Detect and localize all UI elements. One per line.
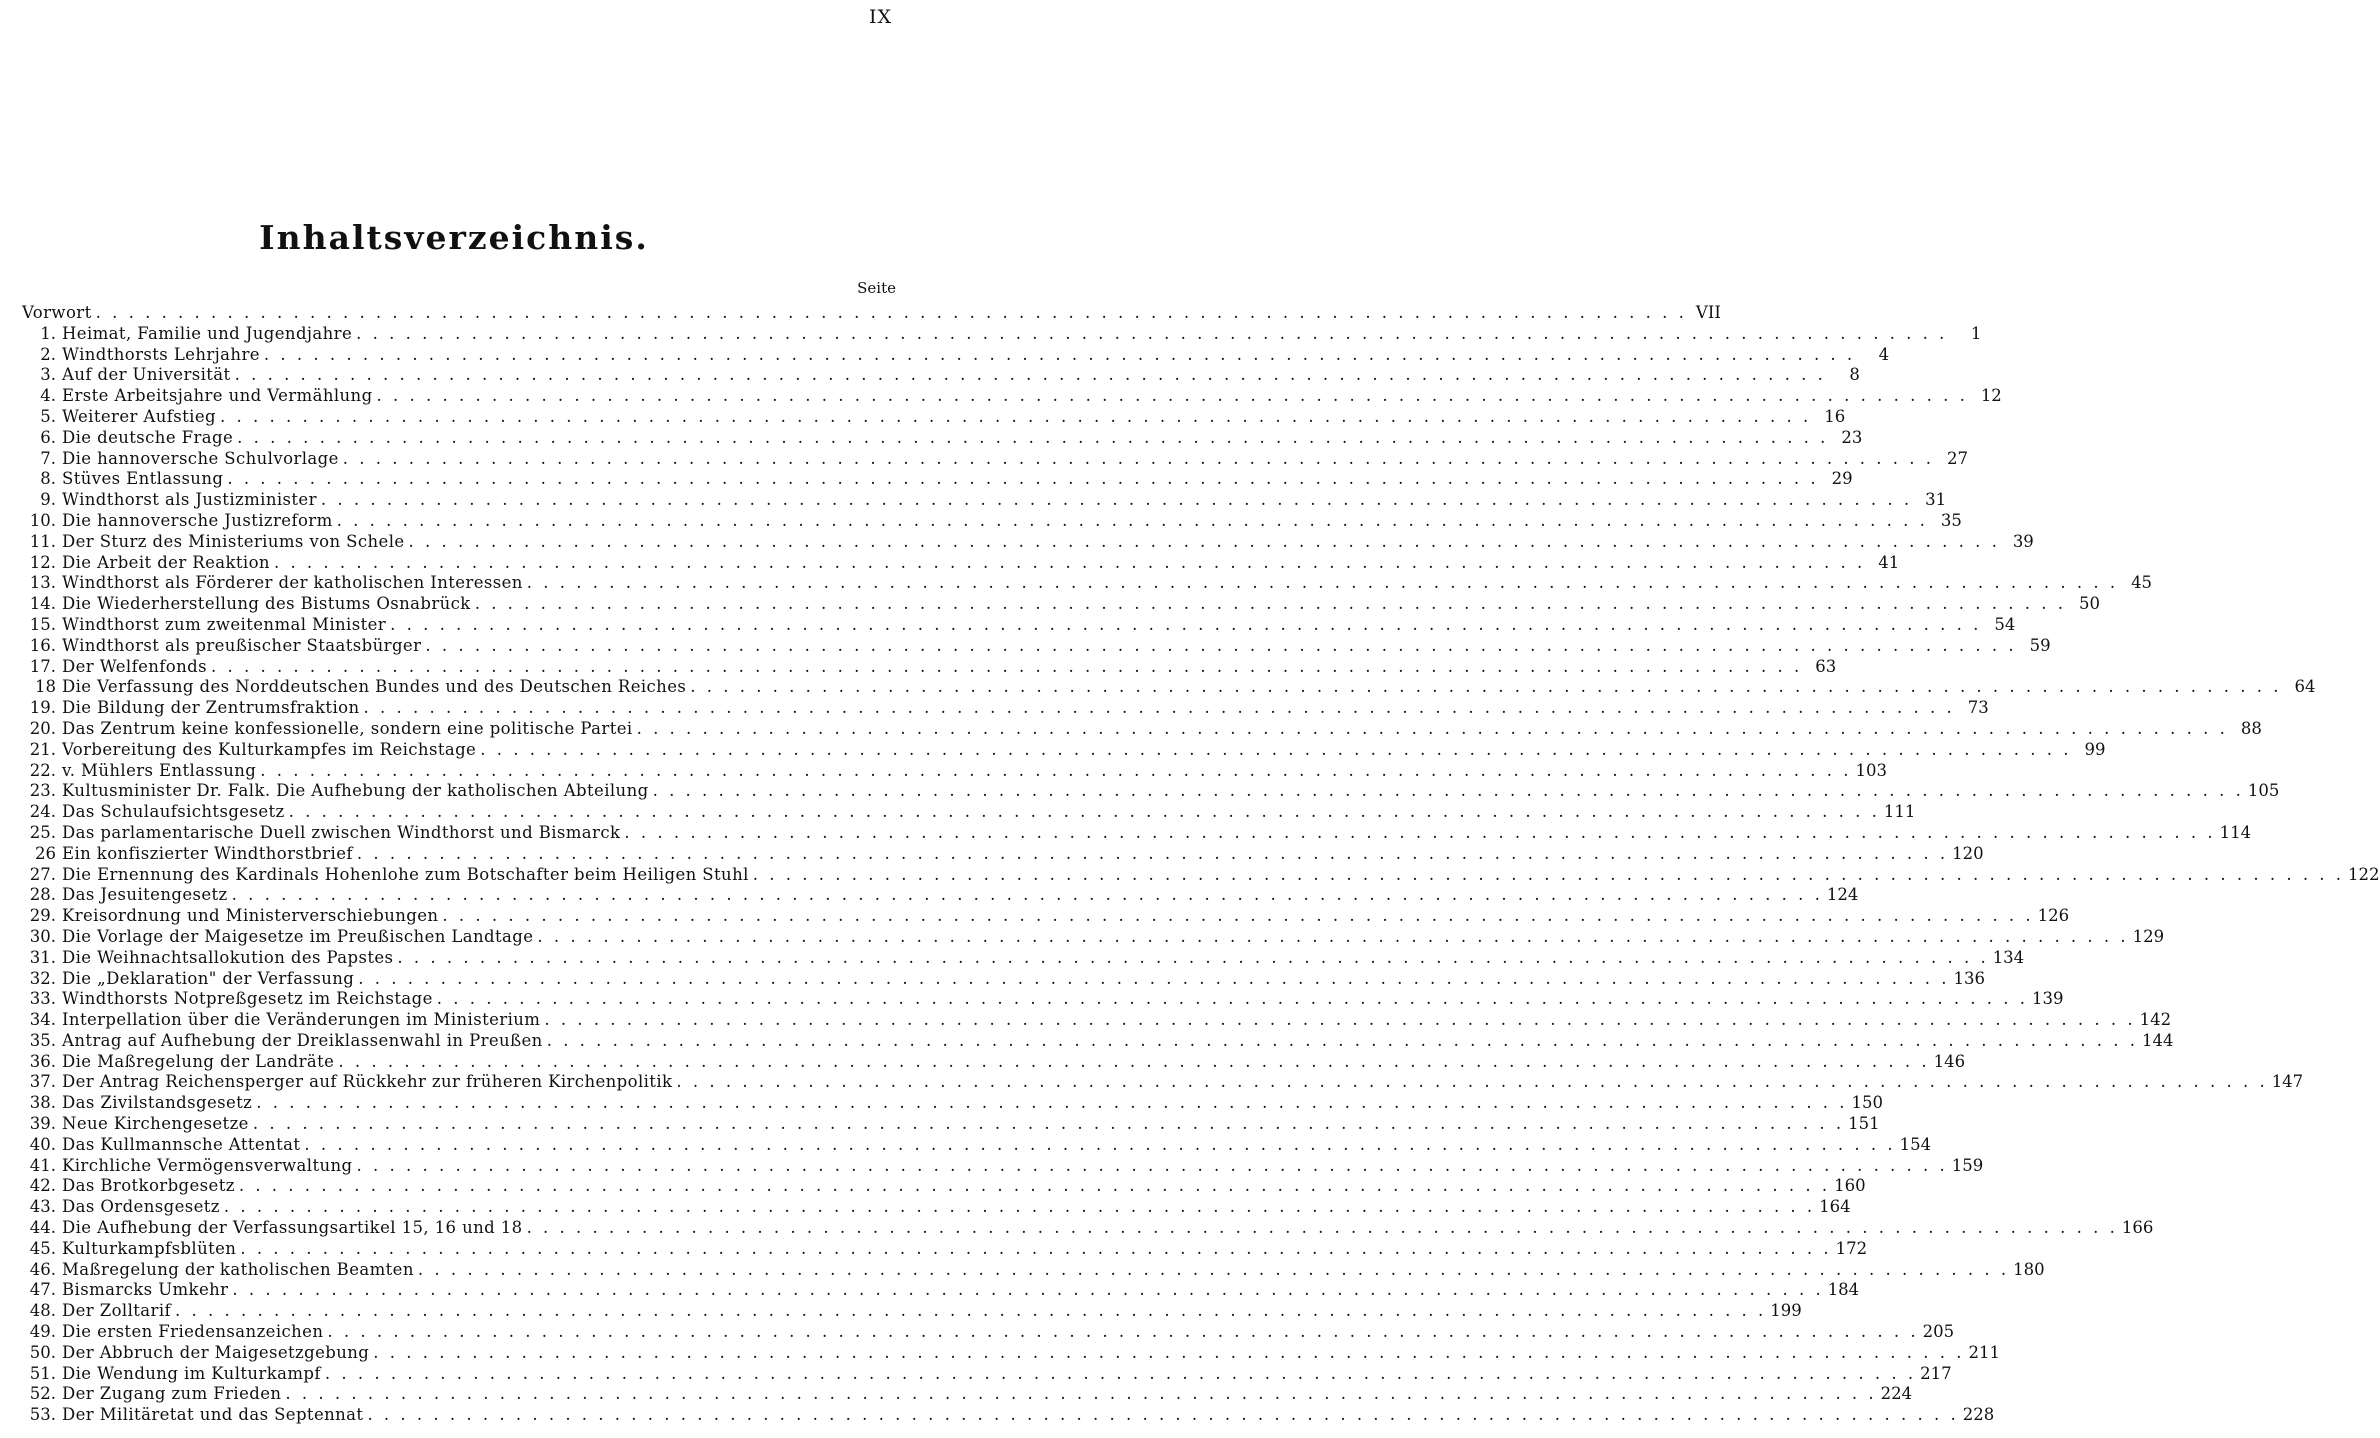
entry-page: 54	[1994, 614, 2016, 634]
entry-title: Vorbereitung des Kulturkampfes im Reichstage	[62, 739, 477, 759]
toc-entry	[22, 677, 2316, 698]
toc-entry	[22, 1218, 2154, 1239]
dot-leader	[364, 698, 1955, 719]
entry-number: 21.	[29, 739, 56, 759]
entry-page: 27	[1947, 448, 1969, 468]
entry-title: Windthorst als preußischer Staatsbürger	[62, 635, 422, 655]
entry-page: 16	[1824, 406, 1846, 426]
entry-page: 63	[1815, 656, 1837, 676]
entry-page: 41	[1878, 552, 1900, 572]
toc-entry	[22, 406, 1846, 428]
dot-leader	[232, 1280, 1823, 1301]
entry-number: 27.	[29, 864, 56, 884]
toc-entry	[22, 1238, 1868, 1260]
entry-number: 33.	[29, 989, 56, 1009]
entry-title: Antrag auf Aufhebung der Dreiklassenwahl in Preußen	[62, 1030, 543, 1050]
entry-title: Stüves Entlassung	[62, 469, 224, 489]
entry-number: 22.	[29, 760, 56, 780]
entry-number: 6.	[40, 427, 56, 447]
toc-entry	[22, 739, 2106, 761]
entry-page: 31	[1925, 490, 1947, 510]
entry-title: Windthorst zum zweitenmal Minister	[62, 614, 387, 634]
entry-number: 47.	[29, 1280, 56, 1300]
page-number: IX	[868, 6, 892, 28]
entry-number: 5.	[40, 406, 56, 426]
entry-page: 29	[1831, 469, 1853, 489]
entry-title: Windthorst als Justizminister	[62, 490, 317, 510]
entry-title: Die deutsche Frage	[62, 427, 234, 447]
entry-page: 8	[1849, 365, 1860, 385]
toc-entry	[22, 386, 2002, 407]
dot-leader	[358, 969, 1949, 990]
toc-entry	[22, 469, 1853, 490]
entry-page: 59	[2029, 635, 2051, 655]
entry-title: Das Schulaufsichtsgesetz	[62, 802, 285, 822]
entry-number: 37.	[29, 1072, 56, 1092]
toc-entry	[22, 718, 2262, 740]
toc-entry	[22, 573, 2153, 594]
dot-leader	[357, 1156, 1948, 1177]
entry-title: Kultusminister Dr. Falk. Die Aufhebung der katholischen Abteilung	[62, 781, 649, 801]
entry-number: 34.	[29, 1010, 56, 1030]
entry-title: Der Sturz des Ministeriums von Schele	[62, 531, 405, 551]
toc-entry	[22, 1384, 1913, 1405]
dot-leader	[253, 1114, 1844, 1135]
entry-page: 111	[1883, 802, 1916, 822]
entry-page: 1	[1970, 323, 1982, 343]
entry-number: 36.	[29, 1051, 56, 1071]
dot-leader	[211, 657, 1802, 678]
dot-leader	[547, 1031, 2138, 1052]
entry-page: 164	[1819, 1197, 1851, 1217]
entry-title: Der Antrag Reichensperger auf Rückkehr zur früheren Kirchenpolitik	[62, 1072, 673, 1092]
toc-entry	[22, 1363, 1952, 1385]
dot-leader	[321, 490, 1912, 511]
entry-number: 24.	[29, 802, 56, 822]
entry-number: 44.	[29, 1218, 56, 1238]
toc-entry	[22, 802, 1916, 823]
entry-page: 105	[2247, 781, 2280, 801]
entry-page: 224	[1880, 1384, 1913, 1404]
entry-number: 4.	[40, 386, 56, 406]
toc-entry	[22, 864, 2380, 886]
entry-title: Die Arbeit der Reaktion	[62, 552, 270, 572]
entry-number: 23.	[29, 781, 56, 801]
entry-number: 39.	[29, 1114, 56, 1134]
toc-entry	[22, 594, 2100, 615]
entry-page: 199	[1770, 1301, 1802, 1321]
toc-entry	[22, 906, 2070, 927]
entry-title: Erste Arbeitsjahre und Vermählung	[62, 386, 373, 406]
dot-leader	[624, 823, 2215, 844]
dot-leader	[390, 615, 1981, 636]
entry-page: 35	[1940, 510, 1962, 530]
dot-leader	[676, 1072, 2267, 1093]
dot-leader	[239, 1176, 1830, 1197]
toc-entry	[22, 968, 1985, 990]
entry-title: Der Militäretat und das Septennat	[62, 1405, 364, 1425]
entry-page: 144	[2141, 1030, 2174, 1050]
entry-title: Das Zivilstandsgesetz	[62, 1093, 253, 1113]
entry-page: 150	[1851, 1093, 1884, 1113]
entry-title: Das Kullmannsche Attentat	[62, 1134, 301, 1154]
entry-number: 38.	[29, 1093, 56, 1113]
entry-page: 139	[2032, 989, 2064, 1009]
entry-title: Kulturkampfsblüten	[62, 1238, 237, 1258]
dot-leader	[357, 844, 1948, 865]
entry-page: 159	[1951, 1155, 1984, 1175]
entry-number: 14.	[29, 594, 56, 614]
dot-leader	[227, 469, 1818, 490]
entry-title: Maßregelung der katholischen Beamten	[62, 1259, 414, 1279]
entry-page: 147	[2271, 1072, 2304, 1092]
dot-leader	[274, 553, 1865, 574]
entry-title: Die „Deklaration" der Verfassung	[62, 968, 355, 988]
entry-page: 120	[1952, 843, 1984, 863]
entry-page: 184	[1827, 1280, 1860, 1300]
dot-leader	[442, 906, 2033, 927]
toc-entry	[22, 365, 1860, 386]
dot-leader	[480, 740, 2071, 761]
table-of-contents	[22, 303, 2380, 1426]
dot-leader	[232, 885, 1823, 906]
toc-entry	[22, 1093, 1884, 1114]
entry-page: 126	[2037, 906, 2070, 926]
entry-number: 40.	[29, 1134, 56, 1154]
entry-title: Bismarcks Umkehr	[62, 1280, 229, 1300]
entry-page: 166	[2121, 1218, 2154, 1238]
entry-title: Die Aufhebung der Verfassungsartikel 15, 16 und 18	[62, 1218, 523, 1238]
dot-leader	[537, 927, 2128, 948]
entry-number: 49.	[29, 1322, 56, 1342]
entry-page: 136	[1953, 968, 1985, 988]
dot-leader	[356, 324, 1947, 345]
toc-entry	[22, 1114, 1880, 1135]
entry-title: Das Jesuitengesetz	[62, 885, 228, 905]
entry-title: Auf der Universität	[62, 365, 231, 385]
entry-number: 41.	[29, 1155, 56, 1175]
dot-leader	[397, 948, 1988, 969]
toc-entry	[22, 926, 2165, 948]
entry-number: 11.	[29, 531, 56, 551]
dot-leader	[325, 1364, 1916, 1385]
dot-leader	[367, 1405, 1958, 1426]
entry-page: 154	[1899, 1134, 1932, 1154]
entry-page: 99	[2084, 739, 2106, 759]
toc-entry	[22, 1301, 1802, 1322]
dot-leader	[475, 594, 2066, 615]
toc-entry	[22, 614, 2016, 636]
entry-number: 13.	[29, 573, 56, 593]
entry-number: 17.	[29, 656, 56, 676]
entry-number: 42.	[29, 1176, 56, 1196]
entry-number: 18	[35, 677, 56, 697]
toc-entry	[22, 656, 1837, 678]
entry-number: 53.	[29, 1405, 56, 1425]
entry-title: Das Brotkorbgesetz	[62, 1176, 235, 1196]
dot-leader	[235, 365, 1826, 386]
toc-entry	[22, 885, 1859, 906]
toc-entry	[22, 303, 1721, 324]
entry-page: 134	[1992, 947, 2025, 967]
entry-page: 23	[1841, 427, 1863, 447]
dot-leader	[753, 865, 2344, 886]
toc-entry	[22, 344, 1890, 366]
entry-page: 103	[1855, 760, 1887, 780]
toc-entry	[22, 1176, 1866, 1197]
entry-number: 35.	[29, 1030, 56, 1050]
dot-leader	[304, 1135, 1895, 1156]
entry-title: Die hannoversche Schulvorlage	[62, 448, 339, 468]
entry-title: Interpellation über die Veränderungen im Ministerium	[62, 1010, 541, 1030]
entry-page: 45	[2131, 573, 2153, 593]
entry-page: 122	[2348, 864, 2380, 884]
entry-page: 114	[2219, 822, 2252, 842]
dot-leader	[544, 1010, 2135, 1031]
toc-entry	[22, 427, 1863, 449]
entry-page: 142	[2139, 1010, 2172, 1030]
entry-title: Die Bildung der Zentrumsfraktion	[62, 698, 360, 718]
dot-leader	[409, 532, 2000, 553]
dot-leader	[289, 802, 1880, 823]
toc-entry	[22, 490, 1947, 511]
entry-number: 16.	[29, 635, 56, 655]
toc-entry	[22, 781, 2280, 802]
entry-title: Vorwort	[22, 303, 92, 322]
entry-title: Die Vorlage der Maigesetze im Preußischen Landtage	[62, 926, 534, 946]
dot-leader	[343, 449, 1934, 470]
entry-number: 29.	[29, 906, 56, 926]
entry-number: 2.	[40, 344, 56, 364]
entry-title: Ein konfiszierter Windthorstbrief	[62, 843, 353, 863]
toc-entry	[22, 531, 2034, 553]
toc-entry	[22, 1342, 2001, 1364]
dot-leader	[240, 1239, 1831, 1260]
entry-title: Die Maßregelung der Landräte	[62, 1051, 335, 1071]
entry-page: 124	[1826, 885, 1859, 905]
dot-leader	[690, 677, 2281, 698]
entry-title: Windthorst als Förderer der katholischen Interessen	[62, 573, 523, 593]
toc-entry	[22, 698, 1989, 719]
toc-entry	[22, 1322, 1955, 1343]
entry-title: Kreisordnung und Ministerverschiebungen	[62, 906, 439, 926]
entry-page: 217	[1920, 1363, 1952, 1383]
entry-page: 205	[1922, 1322, 1955, 1342]
dot-leader	[637, 719, 2228, 740]
dot-leader	[338, 1052, 1929, 1073]
entry-title: Windthorsts Notpreßgesetz im Reichstage	[62, 989, 433, 1009]
toc-entry	[22, 1280, 1860, 1301]
entry-title: Die hannoversche Justizreform	[62, 510, 333, 530]
entry-page: 172	[1835, 1238, 1868, 1258]
entry-number: 15.	[29, 614, 56, 634]
page-title: Inhaltsverzeichnis.	[259, 218, 649, 258]
entry-number: 19.	[29, 698, 56, 718]
entry-page: VII	[1695, 303, 1721, 322]
entry-number: 26	[35, 843, 56, 863]
toc-entry	[22, 552, 1900, 574]
entry-title: Der Zolltarif	[62, 1301, 172, 1321]
entry-title: Das Ordensgesetz	[62, 1197, 220, 1217]
entry-number: 52.	[29, 1384, 56, 1404]
toc-entry	[22, 1134, 1932, 1156]
entry-number: 50.	[29, 1342, 56, 1362]
toc-entry	[22, 323, 1982, 345]
dot-leader	[373, 1343, 1964, 1364]
entry-title: Weiterer Aufstieg	[62, 406, 216, 426]
dot-leader	[237, 428, 1828, 449]
entry-number: 12.	[29, 552, 56, 572]
toc-entry	[22, 989, 2064, 1010]
entry-number: 10.	[29, 510, 56, 530]
entry-page: 151	[1848, 1114, 1880, 1134]
entry-number: 7.	[40, 448, 56, 468]
entry-page: 12	[1980, 386, 2002, 406]
dot-leader	[527, 573, 2118, 594]
entry-page: 64	[2294, 677, 2316, 697]
entry-page: 73	[1967, 698, 1989, 718]
entry-page: 228	[1962, 1405, 1995, 1425]
entry-number: 20.	[29, 718, 56, 738]
toc-entry	[22, 1010, 2172, 1031]
entry-page: 160	[1834, 1176, 1866, 1196]
dot-leader	[285, 1384, 1876, 1405]
entry-title: Die ersten Friedensanzeichen	[62, 1322, 324, 1342]
entry-title: Die Verfassung des Norddeutschen Bundes und des Deutschen Reiches	[62, 677, 687, 697]
entry-number: 25.	[29, 822, 56, 842]
dot-leader	[260, 761, 1851, 782]
toc-entry	[22, 510, 1962, 532]
dot-leader	[437, 989, 2028, 1010]
toc-entry	[22, 1259, 2045, 1281]
entry-title: Die Weihnachtsallokution des Papstes	[62, 947, 394, 967]
entry-title: Heimat, Familie und Jugendjahre	[62, 323, 353, 343]
dot-leader	[96, 303, 1687, 324]
entry-number: 9.	[40, 490, 56, 510]
entry-page: 88	[2240, 718, 2262, 738]
dot-leader	[425, 636, 2016, 657]
dot-leader	[527, 1218, 2118, 1239]
entry-title: Die Ernennung des Kardinals Hohenlohe zum Botschafter beim Heiligen Stuhl	[62, 864, 749, 884]
entry-number: 43.	[29, 1197, 56, 1217]
dot-leader	[256, 1093, 1847, 1114]
entry-title: Die Wendung im Kulturkampf	[62, 1363, 321, 1383]
entry-title: Die Wiederherstellung des Bistums Osnabrück	[62, 594, 471, 614]
toc-entry	[22, 760, 1887, 782]
toc-entry	[22, 1051, 1966, 1073]
toc-entry	[22, 635, 2051, 657]
toc-entry	[22, 448, 1969, 470]
entry-number: 1.	[40, 323, 56, 343]
entry-number: 32.	[29, 968, 56, 988]
dot-leader	[337, 511, 1928, 532]
toc-entry	[22, 1155, 1984, 1177]
entry-title: Kirchliche Vermögensverwaltung	[62, 1155, 353, 1175]
dot-leader	[175, 1301, 1766, 1322]
entry-number: 30.	[29, 926, 56, 946]
entry-page: 39	[2012, 531, 2034, 551]
toc-entry	[22, 843, 1984, 865]
entry-number: 48.	[29, 1301, 56, 1321]
dot-leader	[264, 345, 1855, 366]
entry-number: 3.	[40, 365, 56, 385]
entry-title: Der Welfenfonds	[62, 656, 207, 676]
entry-number: 51.	[29, 1363, 56, 1383]
entry-number: 31.	[29, 947, 56, 967]
entry-page: 211	[1968, 1342, 2001, 1362]
dot-leader	[377, 386, 1968, 407]
dot-leader	[327, 1322, 1918, 1343]
entry-page: 146	[1933, 1051, 1966, 1071]
entry-page: 180	[2013, 1259, 2045, 1279]
entry-page: 4	[1878, 344, 1890, 364]
entry-number: 46.	[29, 1259, 56, 1279]
toc-entry	[22, 1072, 2304, 1093]
dot-leader	[220, 407, 1811, 428]
dot-leader	[418, 1260, 2009, 1281]
entry-title: Neue Kirchengesetze	[62, 1114, 249, 1134]
entry-title: Windthorsts Lehrjahre	[62, 344, 260, 364]
entry-title: Der Zugang zum Frieden	[62, 1384, 282, 1404]
toc-entry	[22, 1197, 1851, 1218]
entry-title: v. Mühlers Entlassung	[62, 760, 257, 780]
dot-leader	[653, 781, 2244, 802]
toc-entry	[22, 947, 2025, 969]
entry-page: 129	[2132, 926, 2165, 946]
entry-number: 28.	[29, 885, 56, 905]
entry-number: 8.	[40, 469, 56, 489]
entry-title: Das parlamentarische Duell zwischen Windthorst und Bismarck	[62, 822, 621, 842]
dot-leader	[224, 1197, 1815, 1218]
entry-number: 45.	[29, 1238, 56, 1258]
entry-title: Der Abbruch der Maigesetzgebung	[62, 1342, 370, 1362]
toc-entry	[22, 1030, 2174, 1052]
toc-entry	[22, 1405, 1995, 1426]
toc-entry	[22, 822, 2252, 844]
entry-page: 50	[2078, 594, 2100, 614]
column-header-seite: Seite	[857, 279, 896, 297]
entry-title: Das Zentrum keine konfessionelle, sondern eine politische Partei	[62, 718, 633, 738]
